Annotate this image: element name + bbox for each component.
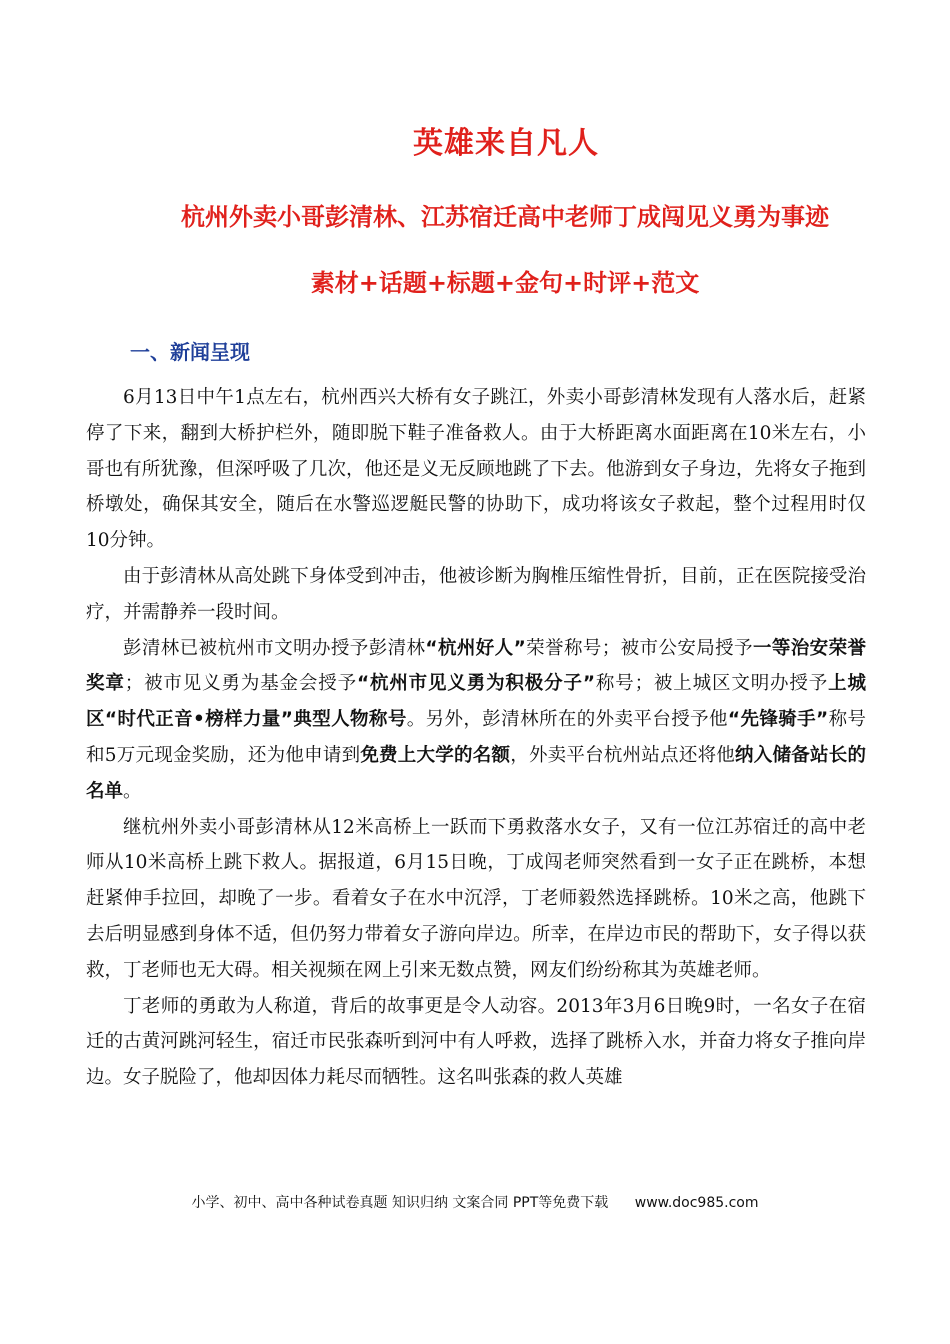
text-run: ，外卖平台杭州站点还将他 (510, 744, 736, 766)
text-run: 。另外，彭清林所在的外卖平台授予他 (406, 709, 728, 731)
footer-url[interactable]: www.doc985.com (634, 1195, 759, 1211)
paragraph-1: 6月13日中午1点左右，杭州西兴大桥有女子跳江，外卖小哥彭清林发现有人落水后，赶紧停了下来，翻到大桥护栏外，随即脱下鞋子准备救人。由于大桥距离水面距离在10米左右，小哥也有所犹豫，但深呼吸了几次，他还是义无反顾地跳了下去。他游到女子身边，先将女子拖到桥墩处，确保其安全，随后在水警巡逻艇民警的协助下，成功将该女子救起，整个过程用时仅10分钟。 (86, 387, 866, 552)
footer-text: 小学、初中、高中各种试卷真题 知识归纳 文案合同 PPT等免费下载 (191, 1195, 609, 1211)
text-run: 称号和5万元现金奖励，还为他申请到 (86, 709, 866, 766)
bold-honor: “杭州好人” (425, 637, 526, 659)
document-title: 英雄来自凡人 (413, 126, 599, 161)
section-heading-news: 一、新闻呈现 (130, 340, 250, 364)
bold-honor: “杭州市见义勇为积极分子” (356, 673, 596, 695)
paragraph-5: 丁老师的勇敢为人称道，背后的故事更是令人动容。2013年3月6日晚9时，一名女子在宿迁的古黄河跳河轻生，宿迁市民张森听到河中有人呼救，选择了跳桥入水，并奋力将女子推向岸边。女子脱险了，他却因体力耗尽而牺牲。这名叫张森的救人英雄 (86, 995, 866, 1089)
paragraph-4: 继杭州外卖小哥彭清林从12米高桥上一跃而下勇救落水女子，又有一位江苏宿迁的高中老师从10米高桥上跳下救人。据报道，6月15日晚，丁成闯老师突然看到一女子正在跳桥，本想赶紧伸手拉回，却晚了一步。看着女子在水中沉浮，丁老师毅然选择跳桥。10米之高，他跳下去后明显感到身体不适，但仍努力带着女子游向岸边。所幸，在岸边市民的帮助下，女子得以获救，丁老师也无大碍。相关视频在网上引来无数点赞，网友们纷纷称其为英雄老师。 (86, 816, 866, 981)
text-run: 。 (123, 780, 142, 802)
document-topic-line: 素材+话题+标题+金句+时评+范文 (310, 269, 700, 297)
paragraph-2: 由于彭清林从高处跳下身体受到冲击，他被诊断为胸椎压缩性骨折，目前，正在医院接受治疗，并需静养一段时间。 (86, 565, 866, 623)
paragraph-3 (86, 631, 866, 810)
text-run: 称号；被上城区文明办授予 (595, 673, 829, 695)
text-run: ；被市见义勇为基金会授予 (124, 673, 357, 695)
bold-honor: 上城区“时代正音•榜样力量”典型人物称号 (86, 673, 866, 731)
text-run: 彭清林已被杭州市文明办授予彭清林 (123, 637, 426, 659)
document-subtitle: 杭州外卖小哥彭清林、江苏宿迁高中老师丁成闯见义勇为事迹 (181, 203, 829, 231)
text-run: 荣誉称号；被市公安局授予 (525, 637, 753, 659)
article-body (86, 380, 866, 1096)
bold-honor: “先锋骑手” (727, 709, 829, 731)
bold-honor: 免费上大学的名额 (360, 744, 511, 766)
bold-honor: 纳入储备站长的名单 (86, 744, 866, 802)
page-footer (0, 1192, 950, 1212)
bold-honor: 一等治安荣誉奖章 (86, 637, 866, 695)
